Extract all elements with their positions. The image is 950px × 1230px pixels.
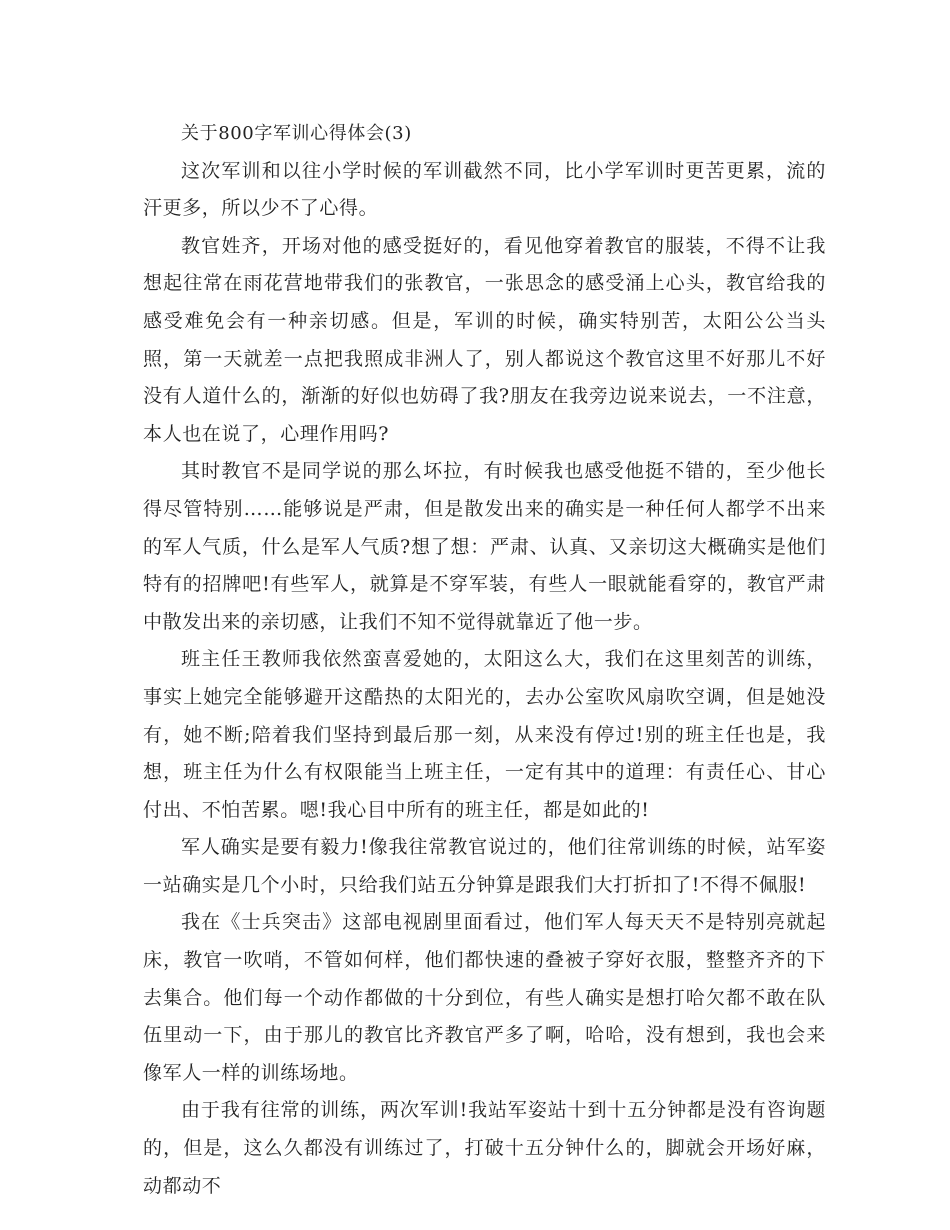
document-title: 关于800字军训心得体会(3) [181, 123, 412, 144]
paragraph-5: 军人确实是要有毅力!像我往常教官说过的，他们往常训练的时候，站军姿一站确实是几个小时，只给我们站五分钟算是跟我们大打折扣了!不得不佩服! [143, 836, 826, 896]
paragraph-4: 班主任王教师我依然蛮喜爱她的，太阳这么大，我们在这里刻苦的训练，事实上她完全能够避开这酷热的太阳光的，去办公室吹风扇吹空调，但是她没有，她不断;陪着我们坚持到最后那一刻，从来没有停过!别的班主任也是，我想，班主任为什么有权限能当上班主任，一定有其中的道理：有责任心、甘心付出、不怕苦累。嗯!我心目中所有的班主任，都是如此的! [143, 648, 826, 821]
paragraph-7: 由于我有往常的训练，两次军训!我站军姿站十到十五分钟都是没有咨询题的，但是，这么久都没有训练过了，打破十五分钟什么的，脚就会开场好麻，动都动不 [143, 1099, 826, 1197]
paragraph-2: 教官姓齐，开场对他的感受挺好的，看见他穿着教官的服装，不得不让我想起往常在雨花营地带我们的张教官，一张思念的感受涌上心头，教官给我的感受难免会有一种亲切感。但是，军训的时候，确实特别苦，太阳公公当头照，第一天就差一点把我照成非洲人了，别人都说这个教官这里不好那儿不好没有人道什么的，渐渐的好似也妨碍了我?朋友在我旁边说来说去，一不注意，本人也在说了，心理作用吗? [143, 234, 826, 445]
paragraph-1: 这次军训和以往小学时候的军训截然不同，比小学军训时更苦更累，流的汗更多，所以少不了心得。 [143, 159, 826, 220]
document-page [143, 115, 826, 1205]
paragraph-3: 其时教官不是同学说的那么坏拉，有时候我也感受他挺不错的，至少他长得尽管特别……能够说是严肃，但是散发出来的确实是一种任何人都学不出来的军人气质，什么是军人气质?想了想：严肃、认真、又亲切这大概确实是他们特有的招牌吧!有些军人，就算是不穿军装，有些人一眼就能看穿的，教官严肃中散发出来的亲切感，让我们不知不觉得就靠近了他一步。 [143, 460, 826, 633]
paragraph-6: 我在《士兵突击》这部电视剧里面看过，他们军人每天天不是特别亮就起床，教官一吹哨，不管如何样，他们都快速的叠被子穿好衣服，整整齐齐的下去集合。他们每一个动作都做的十分到位，有些人确实是想打哈欠都不敢在队伍里动一下，由于那儿的教官比齐教官严多了啊，哈哈，没有想到，我也会来像军人一样的训练场地。 [143, 911, 826, 1084]
